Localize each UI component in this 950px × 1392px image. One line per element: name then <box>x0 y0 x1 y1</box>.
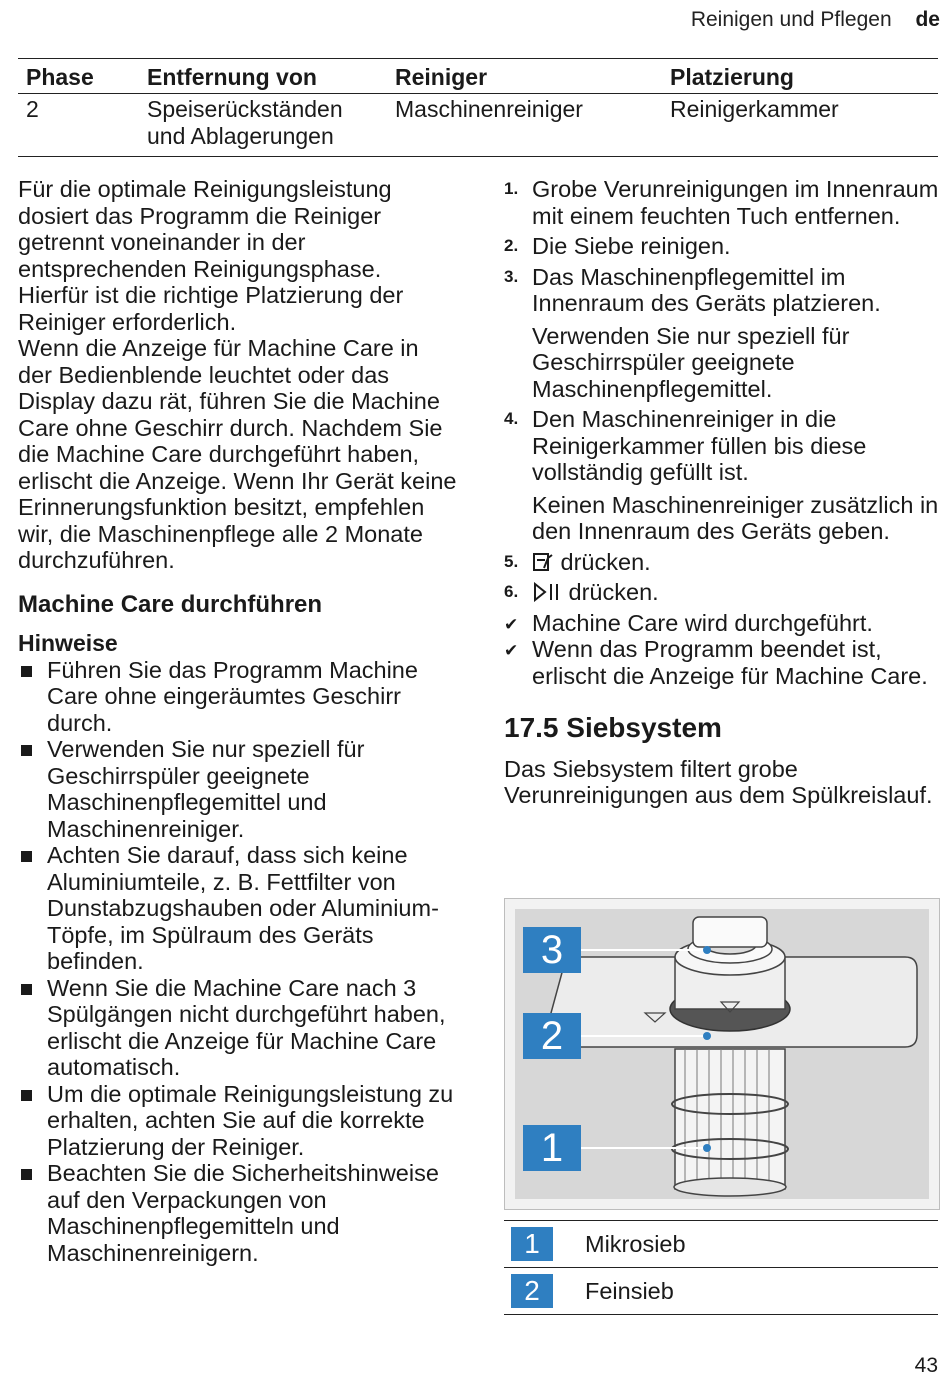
language-code: de <box>915 8 940 31</box>
step-text: Das Maschinenpflegemittel im Innenraum des Geräts platzieren. <box>532 263 881 316</box>
legend-key <box>504 1221 584 1268</box>
bullet-icon <box>21 851 32 862</box>
result-item <box>504 610 940 637</box>
table-cell: Speiserückständen und Ablagerungen <box>139 94 387 157</box>
callout-label: 3 <box>523 927 581 973</box>
callout-dot <box>703 1032 711 1040</box>
step-number: 4. <box>504 409 519 428</box>
table-header: Entfernung von <box>139 59 387 94</box>
table-header: Reiniger <box>387 59 662 94</box>
checkmark-icon: ✔ <box>504 641 519 660</box>
right-column <box>504 176 940 809</box>
table-header: Phase <box>18 59 139 94</box>
table-row <box>18 94 938 157</box>
left-column <box>18 176 458 1266</box>
callout-leader <box>573 1035 705 1037</box>
step-text: drücken. <box>560 548 651 575</box>
note-text: Um die optimale Reinigungsleistung zu erhalten, achten Sie auf die korrekte Platzierung der Reiniger. <box>47 1080 454 1160</box>
legend-label: Mikrosieb <box>584 1221 938 1268</box>
figure-background <box>515 909 929 1199</box>
legend-label: Feinsieb <box>584 1268 938 1315</box>
running-header <box>691 8 940 32</box>
step-number: 6. <box>504 582 519 601</box>
list-item <box>504 264 940 403</box>
callout-label: 1 <box>523 1125 581 1171</box>
section-text: Das Siebsystem filtert grobe Verunreinigungen aus dem Spülkreislauf. <box>504 755 933 808</box>
callout-leader <box>573 949 705 951</box>
notes-heading: Hinweise <box>18 630 118 656</box>
callout-leader <box>573 1147 705 1149</box>
step-number: 1. <box>504 179 519 198</box>
list-item <box>504 233 940 260</box>
bullet-icon <box>21 666 32 677</box>
list-item <box>18 842 458 975</box>
list-item <box>504 406 940 545</box>
steps-list <box>504 176 940 606</box>
step-note: Verwenden Sie nur speziell für Geschirrspüler geeignete Maschinenpflegemittel. <box>532 322 850 402</box>
figure-legend <box>504 1220 938 1315</box>
step-number: 3. <box>504 266 519 286</box>
table-cell: Maschinenreiniger <box>387 94 662 157</box>
step-number: 2. <box>504 236 519 255</box>
bullet-icon <box>21 1169 32 1180</box>
list-item <box>18 1081 458 1161</box>
section-name: Reinigen und Pflegen <box>690 8 892 31</box>
note-text: Wenn Sie die Machine Care nach 3 Spülgängen nicht durchgeführt haben, erlischt die Anzeige für Machine Care automatisch. <box>47 974 446 1080</box>
list-item <box>18 1160 458 1266</box>
result-text: Wenn das Programm beendet ist, erlischt die Anzeige für Machine Care. <box>532 636 928 689</box>
bullet-icon <box>21 984 32 995</box>
bullet-icon <box>21 1090 32 1101</box>
step-text: Die Siebe reinigen. <box>532 233 731 259</box>
checkmark-icon: ✔ <box>504 614 519 634</box>
note-text: Verwenden Sie nur speziell für Geschirrspüler geeignete Maschinenpflegemittel und Maschinenreiniger. <box>47 736 365 842</box>
machine-care-paragraph: Wenn die Anzeige für Machine Care in der Bedienblende leuchtet oder das Display dazu rät, führen Sie die Machine Care ohne Geschirr durch. Nachdem Sie die Machine Care durchgeführt haben, erlischt die Anzeige. Wenn Ihr Gerät keine Erinnerungsfunktion besitzt, empfehlen wir, die Maschinenpflege alle 2 Monate durchzuführen. <box>18 335 457 573</box>
step-number: 5. <box>504 551 519 571</box>
result-text: Machine Care wird durchgeführt. <box>532 609 873 636</box>
step-text: Den Maschinenreiniger in die Reinigerkammer füllen bis diese vollständig gefüllt ist. <box>532 406 867 485</box>
table-cell: Reinigerkammer <box>662 94 938 157</box>
list-item <box>18 975 458 1081</box>
table-row <box>504 1221 938 1268</box>
filter-system-figure <box>504 898 940 1210</box>
table-row <box>504 1268 938 1315</box>
note-text: Führen Sie das Programm Machine Care ohne eingeräumtes Geschirr durch. <box>47 656 418 736</box>
bullet-icon <box>21 745 32 756</box>
start-pause-icon <box>532 582 562 602</box>
page-number: 43 <box>914 1354 938 1377</box>
machine-care-program-icon <box>532 552 554 572</box>
list-item <box>18 657 458 737</box>
legend-number: 2 <box>511 1274 553 1308</box>
callout-dot <box>703 1144 711 1152</box>
table-header: Platzierung <box>662 59 938 94</box>
list-item <box>18 736 458 842</box>
note-text: Achten Sie darauf, dass sich keine Aluminiumteile, z. B. Fettfilter von Dunstabzugshauben oder Aluminium-Töpfe, im Spülraum des Geräts befinden. <box>47 842 439 974</box>
note-text: Beachten Sie die Sicherheitshinweise auf den Verpackungen von Maschinenpflegemitteln und Maschinenreinigern. <box>47 1160 439 1266</box>
callout-label: 2 <box>523 1013 581 1059</box>
legend-number: 1 <box>511 1227 553 1261</box>
result-item <box>504 636 940 689</box>
table-cell: 2 <box>18 94 139 157</box>
list-item <box>504 176 940 229</box>
step-text: Grobe Verunreinigungen im Innenraum mit einem feuchten Tuch entfernen. <box>532 176 939 229</box>
notes-list <box>18 657 458 1267</box>
table-header-row <box>18 59 938 94</box>
legend-key <box>504 1268 584 1315</box>
list-item <box>504 579 940 606</box>
section-title: 17.5 Siebsystem <box>504 712 722 743</box>
callout-dot <box>703 946 711 954</box>
machine-care-heading: Machine Care durchführen <box>18 590 323 618</box>
step-note: Keinen Maschinenreiniger zusätzlich in den Innenraum des Geräts geben. <box>532 491 939 544</box>
list-item <box>504 549 940 576</box>
phase-table <box>18 58 938 157</box>
step-text: drücken. <box>568 579 659 605</box>
intro-paragraph: Für die optimale Reinigungsleistung dosiert das Programm die Reiniger getrennt voneinander in der entsprechenden Reinigungsphase. Hierfür ist die richtige Platzierung der Reiniger erforderlich. <box>18 176 404 335</box>
